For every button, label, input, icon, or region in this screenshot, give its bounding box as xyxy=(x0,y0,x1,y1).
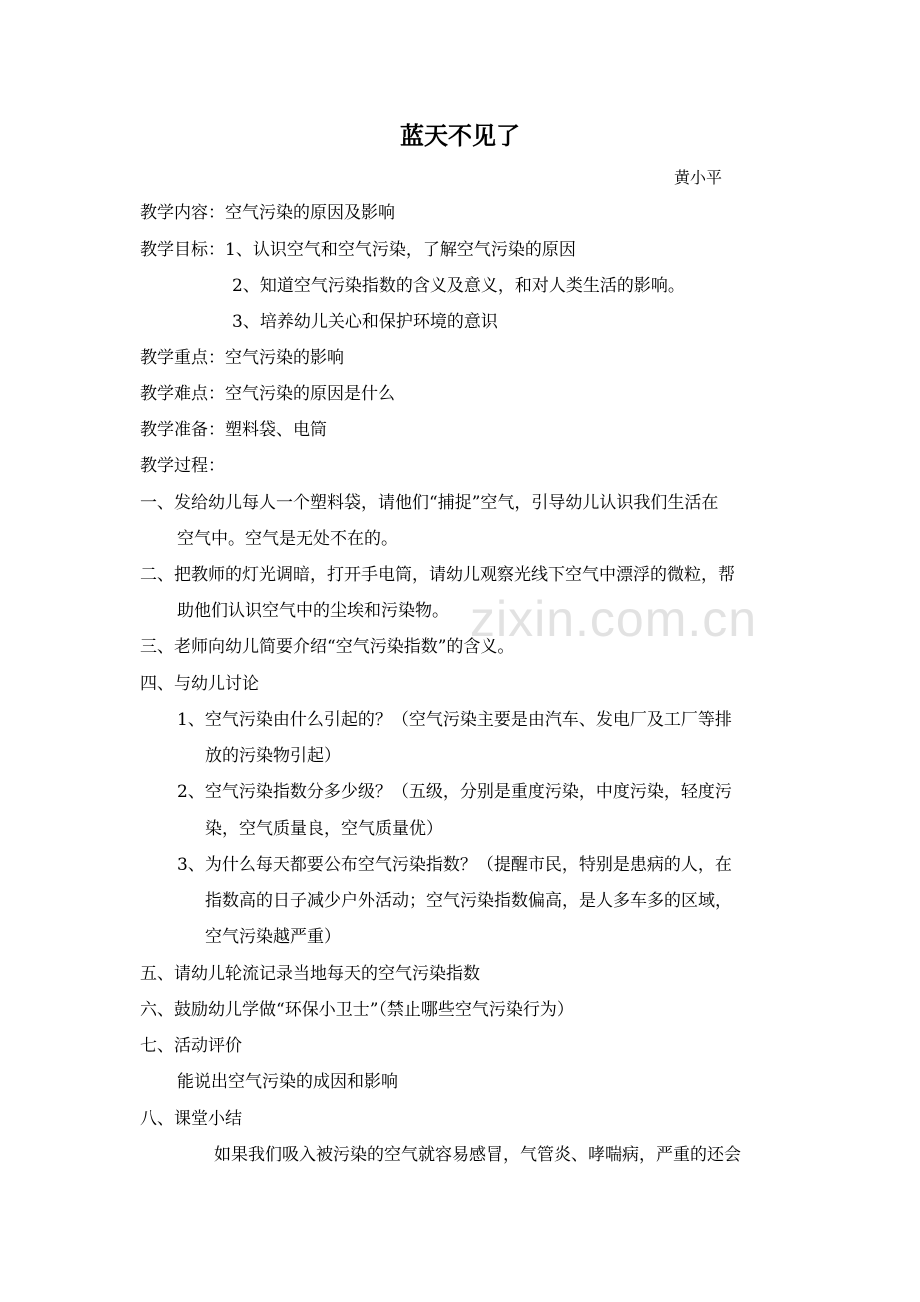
discussion-3-line-3: 空气污染越严重） xyxy=(205,927,341,947)
author-name: 黄小平 xyxy=(674,168,723,187)
step-8-heading: 八、课堂小结 xyxy=(140,1109,242,1129)
step-2-line-2: 助他们认识空气中的尘埃和污染物。 xyxy=(177,601,449,621)
step-7-heading: 七、活动评价 xyxy=(140,1036,242,1056)
teaching-goal-3: 3、培养幼儿关心和保护环境的意识 xyxy=(232,312,498,332)
watermark-text: zixin.com.cn xyxy=(470,591,758,647)
teaching-process-heading: 教学过程： xyxy=(140,456,225,476)
step-4-heading: 四、与幼儿讨论 xyxy=(140,674,259,694)
discussion-3-line-1: 3、为什么每天都要公布空气污染指数？（提醒市民，特别是患病的人，在 xyxy=(177,855,732,875)
step-6: 六、鼓励幼儿学做“环保小卫士”（禁止哪些空气污染行为） xyxy=(140,1000,574,1020)
discussion-1-line-2: 放的污染物引起） xyxy=(205,746,341,766)
document-title: 蓝天不见了 xyxy=(400,121,520,150)
discussion-3-line-2: 指数高的日子减少户外活动；空气污染指数偏高，是人多车多的区域， xyxy=(205,891,732,911)
step-5: 五、请幼儿轮流记录当地每天的空气污染指数 xyxy=(140,964,480,984)
step-1-line-2: 空气中。空气是无处不在的。 xyxy=(177,529,398,549)
teaching-goal-2: 2、知道空气污染指数的含义及意义，和对人类生活的影响。 xyxy=(232,276,685,296)
step-7-content: 能说出空气污染的成因和影响 xyxy=(177,1072,398,1092)
step-8-content: 如果我们吸入被污染的空气就容易感冒，气管炎、哮喘病，严重的还会 xyxy=(214,1145,741,1165)
step-1-line-1: 一、发给幼儿每人一个塑料袋，请他们“捕捉”空气，引导幼儿认识我们生活在 xyxy=(140,493,719,513)
teaching-goal-1: 教学目标：1、认识空气和空气污染，了解空气污染的原因 xyxy=(140,240,576,260)
teaching-content: 教学内容：空气污染的原因及影响 xyxy=(140,203,395,223)
discussion-2-line-2: 染，空气质量良，空气质量优） xyxy=(205,819,443,839)
discussion-2-line-1: 2、空气污染指数分多少级？（五级，分别是重度污染，中度污染，轻度污 xyxy=(177,782,732,802)
step-2-line-1: 二、把教师的灯光调暗，打开手电筒，请幼儿观察光线下空气中漂浮的微粒，帮 xyxy=(140,565,735,585)
discussion-1-line-1: 1、空气污染由什么引起的？（空气污染主要是由汽车、发电厂及工厂等排 xyxy=(177,710,732,730)
teaching-preparation: 教学准备：塑料袋、电筒 xyxy=(140,420,327,440)
teaching-difficulty: 教学难点：空气污染的原因是什么 xyxy=(140,384,395,404)
step-3: 三、老师向幼儿简要介绍“空气污染指数”的含义。 xyxy=(140,637,515,657)
teaching-key-point: 教学重点：空气污染的影响 xyxy=(140,348,344,368)
